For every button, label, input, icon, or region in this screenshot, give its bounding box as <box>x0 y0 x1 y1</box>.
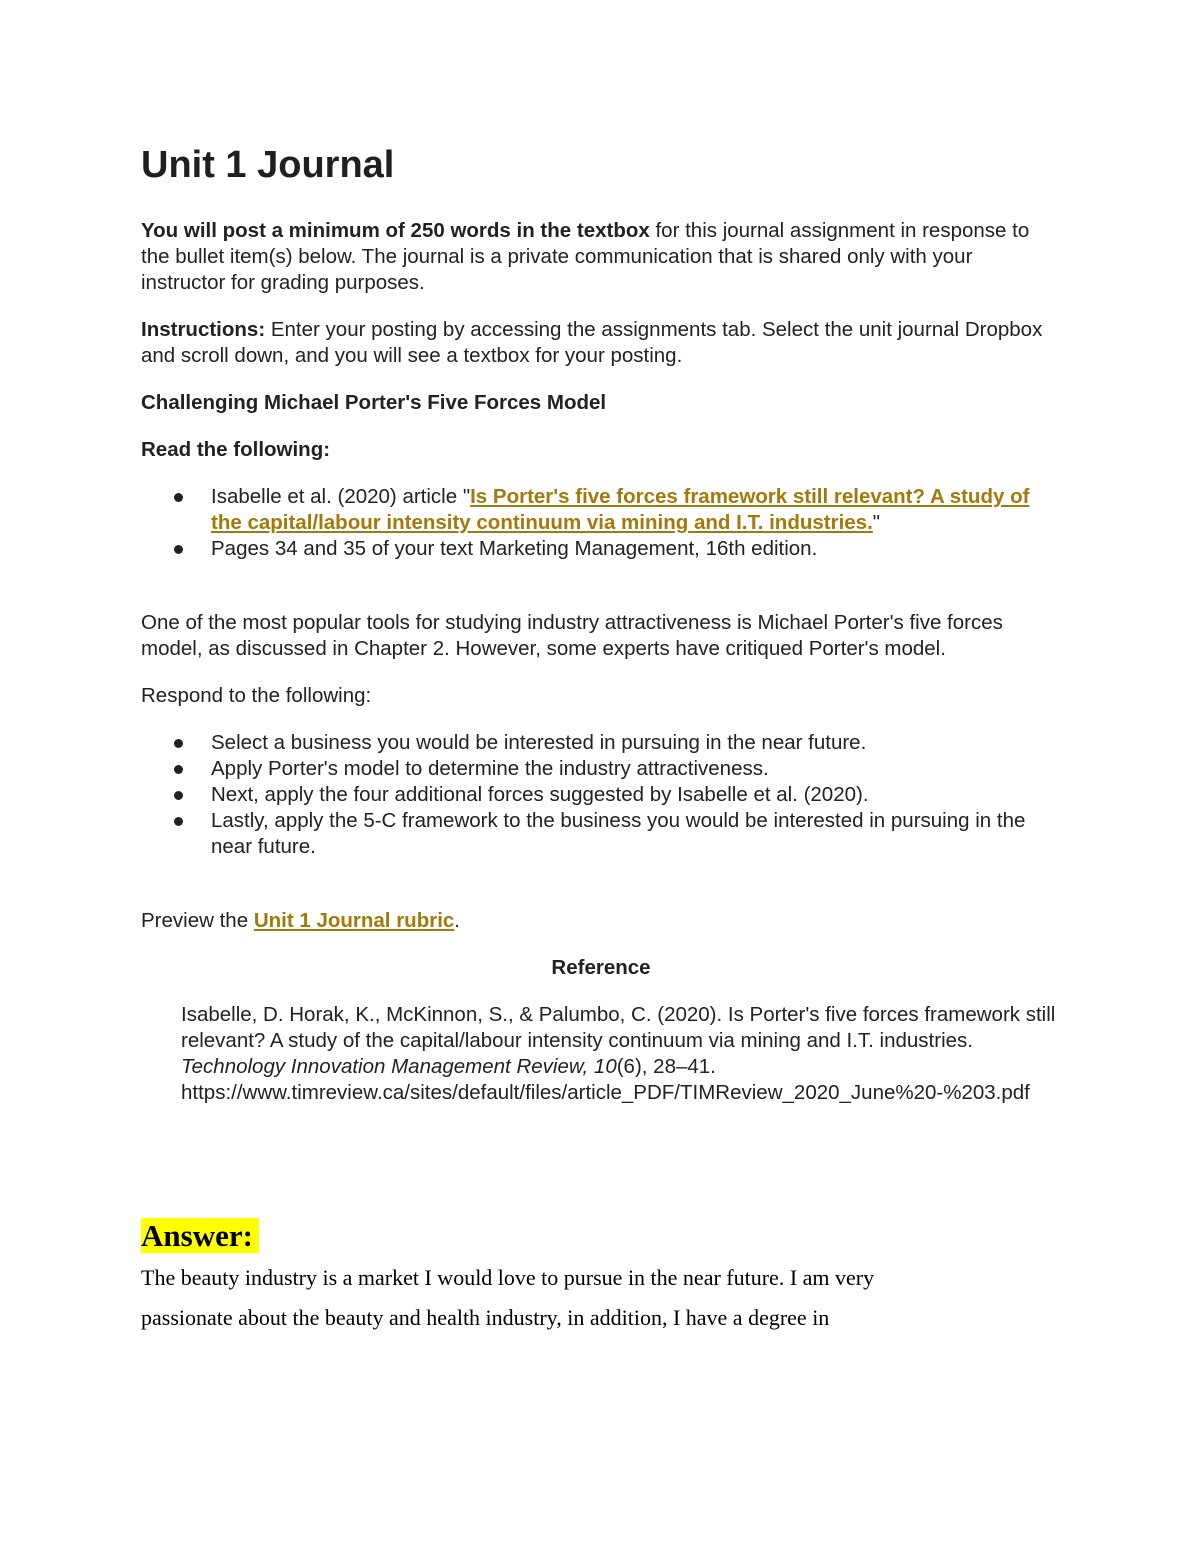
instructions-label: Instructions: <box>141 318 266 341</box>
spacer <box>141 1106 1061 1216</box>
rubric-link[interactable]: Unit 1 Journal rubric <box>253 909 455 932</box>
intro-paragraph <box>141 218 1061 296</box>
section-heading: Challenging Michael Porter's Five Forces Model <box>141 391 607 414</box>
list-item: Next, apply the four additional forces suggested by Isabelle et al. (2020). <box>141 782 1061 808</box>
bullet-icon <box>174 545 183 554</box>
bullet-icon <box>174 791 183 800</box>
instructions-text: Enter your posting by accessing the assignments tab. Select the unit journal Dropbox and scroll down, and you will see a textbox for your posting. <box>141 318 1043 367</box>
article-link[interactable]: Is Porter's five forces framework still relevant? A study of the capital/labour intensity continuum via mining and I.T. industries. <box>211 485 1030 534</box>
bullet-icon <box>174 739 183 748</box>
list-item: Select a business you would be interested in pursuing in the near future. <box>141 730 1061 756</box>
reference-heading: Reference <box>551 956 651 979</box>
bullet-icon <box>174 493 183 502</box>
list-item: Lastly, apply the 5-C framework to the business you would be interested in pursuing in the near future. <box>141 808 1061 860</box>
document-content <box>141 138 1061 1338</box>
reference-url: https://www.timreview.ca/sites/default/files/article_PDF/TIMReview_2020_June%20-%203.pdf <box>181 1081 1030 1104</box>
list-item: Apply Porter's model to determine the industry attractiveness. <box>141 756 1061 782</box>
bullet-icon <box>174 765 183 774</box>
list-item: Pages 34 and 35 of your text Marketing Management, 16th edition. <box>141 536 1061 562</box>
reading-list <box>141 484 1061 562</box>
respond-heading: Respond to the following: <box>141 684 372 707</box>
preview-paragraph: Preview the Unit 1 Journal rubric. <box>141 909 460 932</box>
respond-list <box>141 730 1061 860</box>
body-paragraph: One of the most popular tools for studying industry attractiveness is Michael Porter's five forces model, as discussed in Chapter 2. However, some experts have critiqued Porter's model. <box>141 611 1003 660</box>
intro-bold: You will post a minimum of 250 words in the textbox <box>141 219 650 242</box>
bullet-icon <box>174 817 183 826</box>
instructions-paragraph <box>141 317 1061 369</box>
list-item: Isabelle et al. (2020) article "Is Porter's five forces framework still relevant? A study of the capital/labour intensity continuum via mining and I.T. industries." <box>141 484 1061 536</box>
read-heading: Read the following: <box>141 438 331 461</box>
answer-heading: Answer: <box>141 1216 1061 1256</box>
journal-title: Technology Innovation Management Review, 10 <box>181 1055 617 1078</box>
reference-entry: Isabelle, D. Horak, K., McKinnon, S., & Palumbo, C. (2020). Is Porter's five forces framework still relevant? A study of the capital/labour intensity continuum via mining and I.T. industries. Technology Innovation Management Review, 10(6), 28–41. https://www.timreview.ca/sites/default/files/article_PDF/TIMReview_2020_June%20-%203.pdf <box>181 1003 1056 1104</box>
intro-rest: for this journal assignment in response to the bullet item(s) below. The journal is a private communication that is shared only with your instructor for grading purposes. <box>141 219 1030 294</box>
page-title: Unit 1 Journal <box>141 144 395 186</box>
answer-text: The beauty industry is a market I would love to pursue in the near future. I am very passionate about the beauty and health industry, in addition, I have a degree in <box>141 1265 875 1330</box>
